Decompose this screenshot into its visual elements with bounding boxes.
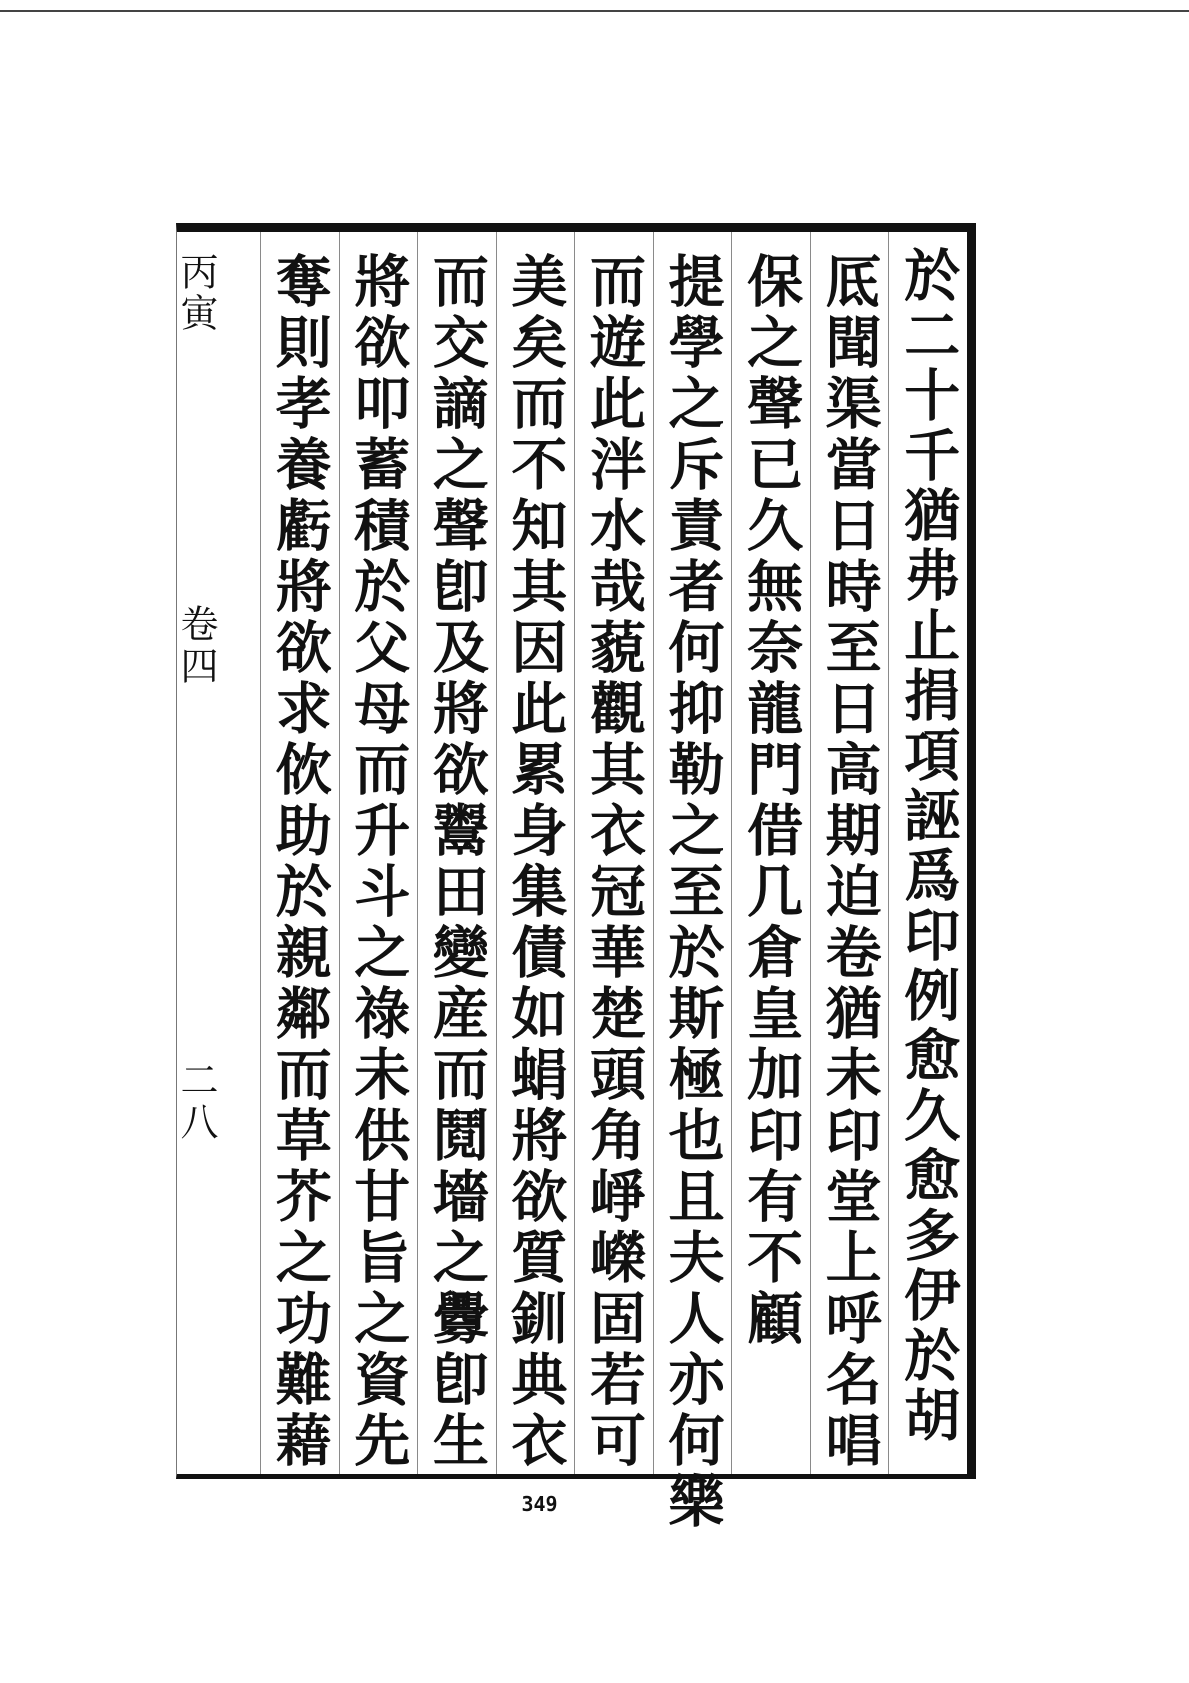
- margin-strip: [173, 232, 260, 1474]
- text-line: 於二十千猶弗止捐項誣爲印例愈久愈多伊於胡: [895, 246, 962, 1446]
- top-rule: [0, 10, 1189, 12]
- text-line: 而遊此泮水哉藐觀其衣冠華楚頭角崢嶸固若可: [580, 252, 647, 1472]
- text-column-4: [653, 232, 732, 1533]
- text-line: 而交謫之聲卽及將欲鬻田變産而鬩墻之釁卽生: [423, 252, 490, 1472]
- text-line: 奪則孝養虧將欲求佽助於親鄰而草芥之功難藉: [266, 252, 333, 1472]
- text-column-2: [810, 232, 889, 1474]
- text-column-8: [339, 232, 418, 1474]
- text-line: 保之聲已久無奈龍門借几倉皇加印有不顧: [738, 252, 805, 1350]
- text-column-7: [417, 232, 496, 1474]
- margin-leaf: 二八: [173, 1060, 218, 1144]
- text-line: 厎聞渠當日時至日高期迫卷猶未印堂上呼名唱: [816, 252, 883, 1472]
- text-column-1: [888, 232, 967, 1474]
- text-column-6: [496, 232, 575, 1474]
- text-line: 將欲叩蓄積於父母而升斗之祿未供甘旨之資先: [345, 252, 412, 1472]
- text-column-5: [574, 232, 653, 1474]
- margin-volume: 卷四: [173, 604, 218, 688]
- page-number: 349: [521, 1492, 558, 1516]
- text-column-9: [260, 232, 339, 1474]
- text-column-3: [731, 232, 810, 1474]
- text-line: 美矣而不知其因此累身集債如蜎將欲質釧典衣: [502, 252, 569, 1472]
- margin-title: 丙寅: [173, 252, 218, 334]
- text-line: 提學之斥責者何抑勒之至於斯極也且夫人亦何樂: [659, 252, 726, 1533]
